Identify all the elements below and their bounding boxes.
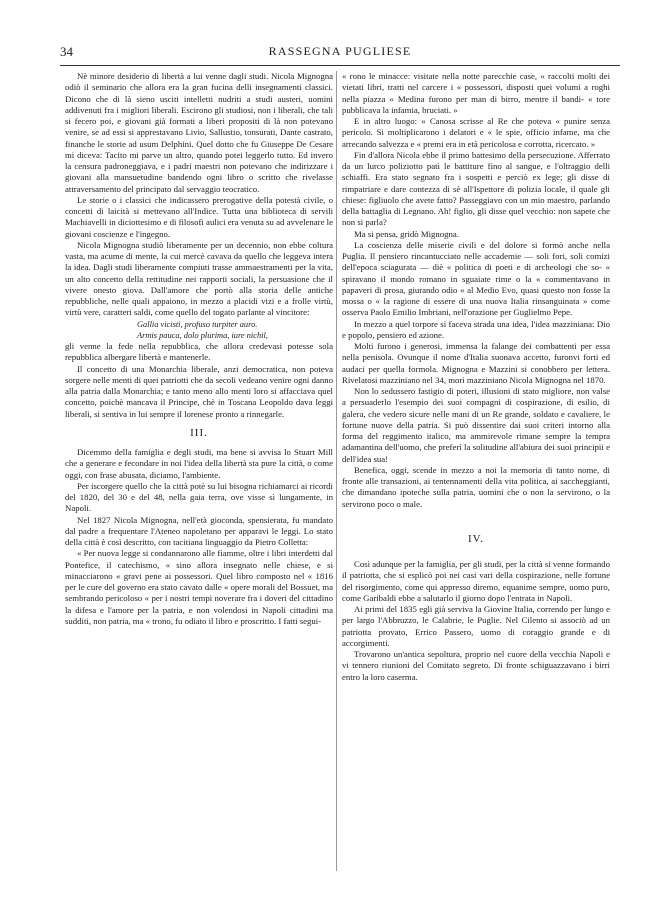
verse-line: Gallia vicisti, profuso turpiter auro. bbox=[137, 319, 258, 329]
paragraph: Nè minore desiderio di libertà a lui venne dagli studi. Nicola Mignogna odiò il seminario che allora era la gran fucina delli insegnamenti classici. Dicono che di là sieno usciti intelletti nudriti a studi austeri, uomini addivenuti fra i migliori liberali. Escirono gli studiosi, non i liberali, che tali si fecero poi, e giovani già formati a liberi propositi di là non potevano venire, se ad essi si apprestavano Livio, Sallustio, tonsurati, Dante castrato, finanche le storie ad usum Delphini. Quel dotto che fu Giuseppe De Cesare mi diceva: Tacito mi parve un altro, quando potei leggerlo tutto. Ed invero la censura padroneggiava, e i padri maestri non potevano che indirizzare i giovani alla mansuetudine bandendo ogni libro o scritto che rivelasse attraversamento del principato dal servaggio teocratico. bbox=[65, 71, 333, 194]
paragraph: Così adunque per la famiglia, per gli studi, per la città si venne formando il patriotta, che si esplicò poi nei casi vari della cospirazione, nelle fortune del risorgimento, come qui appresso diremo, equanime sempre, uomo puro, come Garibaldi ebbe a salutarlo il giorno dopo l'entrata in Napoli. bbox=[342, 559, 610, 603]
verse-line: Armis pauca, dolo plurima, iure nichil, bbox=[137, 330, 268, 340]
right-column bbox=[342, 71, 610, 683]
paragraph: La coscienza delle miserie civili e del dolore si formò anche nella Puglia. Il pensiero rincantucciato nelle accademie — soli fori, soli comizi dell'epoca sciagurata — diè « politica di poeti e di archeologi che so- « spiravano il mondo romano in sguaiate rime o la « commentavano in papaveri di prosa, giurando odio « al Medio Evo, quasi questo non fosse la mossa o « la ragione di essere di una nuova Italia rinsanguinata » come osserva Paolo Emilio Imbriani, nell'orazione per Guglielmo Pepe. bbox=[342, 239, 610, 318]
quotation: « Per nuova legge si condannarono alle fiamme, oltre i libri interdetti dal Pontefice, il catechismo, « sino allora insegnato nelle chiese, e si minacciarono « gravi pene ai possessori. Quel libro composto nel « 1816 per le cure del governo era stato cavato dalle « opere morali del Bossuet, ma sembrando pericoloso « per i nostri tempi noverare fra i doveri del cittadino la difesa e l'amore per la patria, e non volendosi in Napoli cittadini ma sudditi, non patria, ma « trono, fu odiato il libro e proscritto. I fatti segui- bbox=[65, 548, 333, 626]
page-number: 34 bbox=[60, 44, 73, 59]
column-divider bbox=[336, 71, 337, 871]
paragraph: Trovarono un'antica sepoltura, proprio nel cuore della vecchia Napoli e vi tennero riunioni del Comitato segreto. Di fronte schiguazzavano i birri entro la loro caserma. bbox=[342, 649, 610, 682]
paragraph: Nicola Mignogna studiò liberamente per un decennio, non ebbe coltura vasta, ma acume di mente, la cui mercè cavava da quello che leggeva intera la idea. Dagli studi liberamente compiuti trasse ammaestramenti per la vita, un alto concetto della rettitudine nei rapporti sociali, la persuasione che il vivere onesto giova. Dall'amore che portò alla storia delle antiche repubbliche, nelle quali appaiono, in mezzo a placidi vizi e a frolle virtù, virtù vere, caratteri saldi, come quello del togato parlante al vincitore: bbox=[65, 239, 333, 318]
section-heading-iv: IV. bbox=[468, 532, 484, 545]
section-heading-iii: III. bbox=[190, 426, 208, 439]
paragraph: Non lo sedussero fastigio di poteri, illusioni di stato migliore, non valse a persuaderlo l'esempio dei suoi compagni di cospirazione, di esilio, di galera, che vedero sicure nelle mani di un Re grande, soldato e cavaliere, le fortune nuove della patria. Si può dissentire dai suoi criteri intorno alla forma del reggimento italico, ma ammirevole rimane sempre la tempra adamantina dell'uomo, che preferì la solitudine all'abiura dei suoi principii e dell'idea sua! bbox=[342, 386, 610, 464]
paragraph: Per iscorgere quello che la città potè su lui bisogna richiamarci ai ricordi del 1820, del 30 e del 48, nella gaia terra, ove visse sì lungamente, in Napoli. bbox=[65, 480, 333, 514]
paragraph: Molti furono i generosi, immensa la falange dei combattenti per essa nella penisola. Ovunque il nome d'Italia suonava accetto, furonvi forti ed audaci per quella formola. Mignogna e Mazzini si conobbero per lettera. Rivelatosi mazziniano nel 34, morì mazziniano Nicola Mignogna nel 1870. bbox=[342, 341, 610, 385]
paragraph: In mezzo a quel torpore si faceva strada una idea, l'idea mazziniana: Dio e popolo, pensiero ed azione. bbox=[342, 318, 610, 340]
paragraph: Fin d'allora Nicola ebbe il primo battesimo della persecuzione. Afferrato da un lurco poliziotto patì le battiture fino al sangue, e l'oltraggio delli schiaffi. Era stato segnato fra i sospetti e perciò ex lege; gli disse di rimpatriare e dare contezza di sè all'Ispettore di polizia locale, il quale gli chiese: figliuolo che avete fatto? Passeggiavo con un mio maestro, parlando della battaglia di Legnano. Ah! figlio, gli disse quel vecchio: non sapete che non si parla? bbox=[342, 149, 610, 228]
paragraph: Dicemmo della famiglia e degli studi, ma bene si avvisa lo Stuart Mill che a generare e fecondare in noi l'idea della libertà sta pure la città, o come oggi, con frase abusata, diciamo, l'ambiente. bbox=[65, 447, 333, 480]
paragraph: Ai primi del 1835 egli già serviva la Giovine Italia, correndo per lungo e per largo l'Abbruzzo, le Calabrie, le Puglie. Nel Cilento si associò ad un patriotta provato, Errico Passero, uomo di coraggio grande e di accorgimenti. bbox=[342, 604, 610, 648]
quotation: « rono le minacce: visitate nella notte parecchie case, « raccolti molti dei vietati libri, tratti nel carcere i « possessori, disposti quei volumi a roghi nella piazza « Medina furono per man di birro, mentre il bandi- « tore pubblicava la infamia, bruciati. » bbox=[342, 71, 610, 115]
paragraph: Benefica, oggi, scende in mezzo a noi la memoria di tanto nome, di fronte alle transazioni, ai tentennamenti della vita politica, ai saccheggianti, che dimandano ipoteche sulla patria, uomini che o non la servirono, o la servirono poco o male. bbox=[342, 464, 610, 509]
paragraph: E in altro luogo: « Canosa scrisse al Re che poteva « punire senza pericolo. Si moltiplicarono i delatori e « le spie, officio infame, ma che arrecando salvezza e « premi era in età pericolosa e corrotta, ricercato. » bbox=[342, 116, 610, 149]
paragraph: Ma si pensa, gridò Mignogna. bbox=[354, 228, 459, 239]
page-header bbox=[60, 44, 620, 62]
paragraph: Il concetto di una Monarchia liberale, anzi democratica, non poteva sorgere nelle menti di quei patriotti che da secoli vedeano venire ogni danno alla patria dalla Monarchia; e tanto meno allo menti loro si affacciava quel concetto, poichè mancava il Principe, chè in Toscana Leopoldo dava leggi liberali, si sentiva in lui sempre il lorenese pronto a rinnegarle. bbox=[65, 363, 333, 419]
left-column bbox=[65, 71, 333, 627]
header-rule bbox=[60, 65, 620, 66]
paragraph: Nel 1827 Nicola Mignogna, nell'età gioconda, spensierata, fu mandato dal padre a frequentare l'Ateneo napoletano per apparavi le leggi. Lo stato della città è così descritto, con tacitiana linguaggio da Pietro Colletta: bbox=[65, 514, 333, 547]
paragraph: gli venne la fede nella repubblica, che allora credevasi potesse sola repubblica albergare libertà e mantenerle. bbox=[65, 341, 333, 363]
running-title: RASSEGNA PUGLIESE bbox=[268, 44, 412, 58]
paragraph: Le storie o i classici che indicassero prerogative della potestà civile, o concetti di laicità si mettevano all'Indice. Tutta una biblioteca di servili Machiavelli in diciottesimo e di filosofi aulici era venuta su ad avvelenare le giovani coscienze e l'ingegno. bbox=[65, 194, 333, 239]
